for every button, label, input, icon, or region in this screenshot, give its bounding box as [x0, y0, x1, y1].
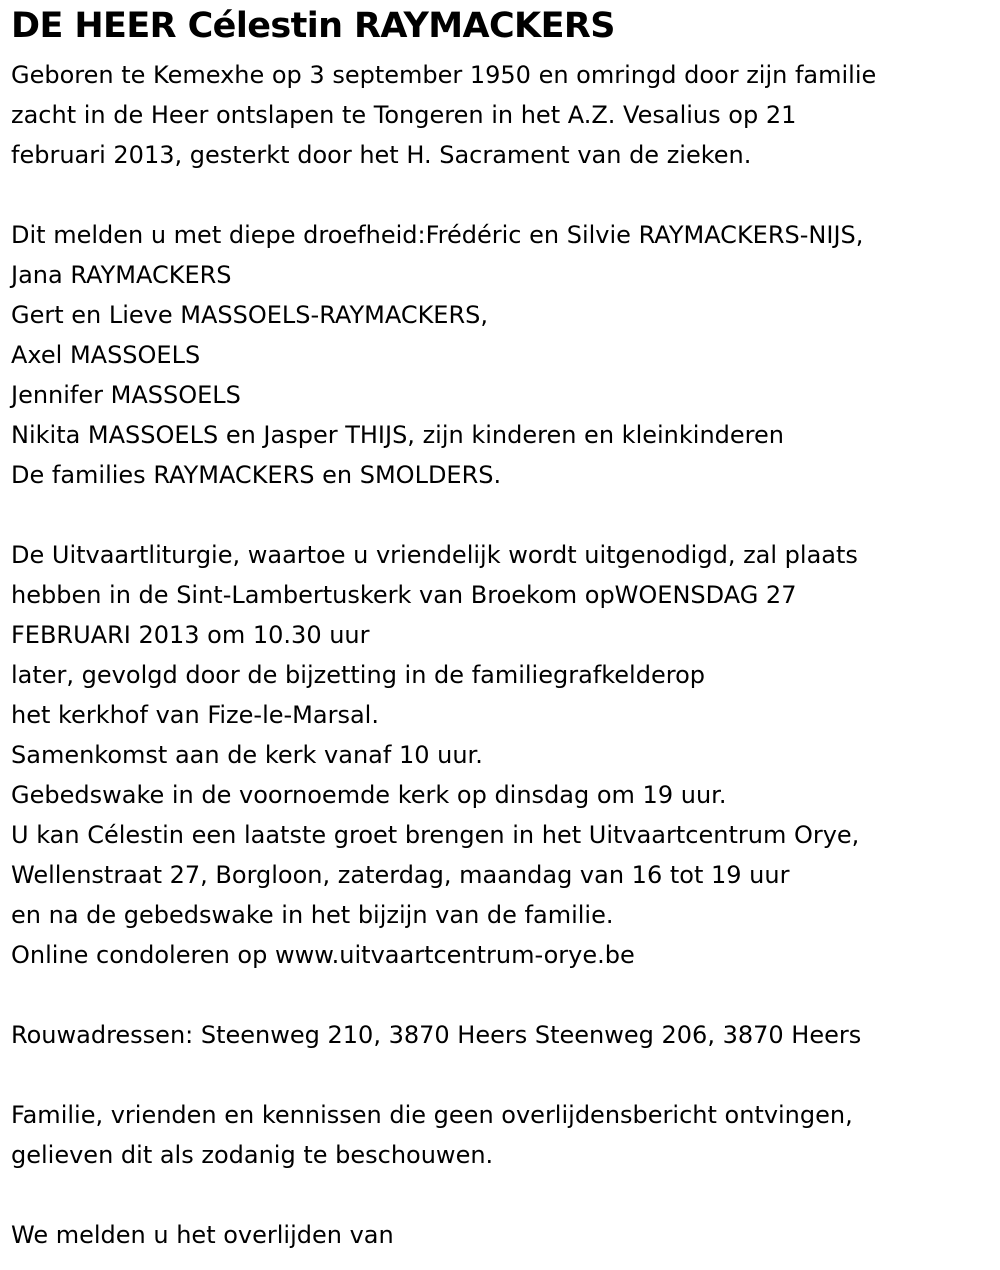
notice-line: later, gevolgd door de bijzetting in de familiegrafkelderop	[11, 661, 705, 689]
blank-line	[11, 495, 991, 535]
notice-line: De families RAYMACKERS en SMOLDERS.	[11, 461, 502, 489]
notice-body	[11, 55, 991, 1255]
notice-line: We melden u het overlijden van	[11, 1221, 394, 1249]
notice-line: Rouwadressen: Steenweg 210, 3870 Heers Steenweg 206, 3870 Heers	[11, 1021, 862, 1049]
notice-line: gelieven dit als zodanig te beschouwen.	[11, 1141, 494, 1169]
notice-line: en na de gebedswake in het bijzijn van de familie.	[11, 901, 614, 929]
notice-line: Gebedswake in de voornoemde kerk op dinsdag om 19 uur.	[11, 781, 727, 809]
notice-title: DE HEER Célestin RAYMACKERS	[11, 6, 615, 46]
notice-line: Geboren te Kemexhe op 3 september 1950 en omringd door zijn familie	[11, 61, 877, 89]
notice-line: Dit melden u met diepe droefheid:Frédéric en Silvie RAYMACKERS-NIJS,	[11, 221, 864, 249]
blank-line	[11, 175, 991, 215]
death-notice	[11, 0, 991, 1255]
notice-line: het kerkhof van Fize-le-Marsal.	[11, 701, 379, 729]
blank-line	[11, 1055, 991, 1095]
notice-line: Wellenstraat 27, Borgloon, zaterdag, maandag van 16 tot 19 uur	[11, 861, 790, 889]
notice-line: zacht in de Heer ontslapen te Tongeren in het A.Z. Vesalius op 21	[11, 101, 797, 129]
notice-line: Samenkomst aan de kerk vanaf 10 uur.	[11, 741, 483, 769]
notice-line: Online condoleren op www.uitvaartcentrum-orye.be	[11, 941, 635, 969]
notice-line: De Uitvaartliturgie, waartoe u vriendelijk wordt uitgenodigd, zal plaats	[11, 541, 858, 569]
notice-line: februari 2013, gesterkt door het H. Sacrament van de zieken.	[11, 141, 752, 169]
notice-line: Nikita MASSOELS en Jasper THIJS, zijn kinderen en kleinkinderen	[11, 421, 784, 449]
notice-line: Jana RAYMACKERS	[11, 261, 232, 289]
notice-line: Axel MASSOELS	[11, 341, 201, 369]
blank-line	[11, 1175, 991, 1215]
notice-line: Jennifer MASSOELS	[11, 381, 241, 409]
blank-line	[11, 975, 991, 1015]
notice-line: U kan Célestin een laatste groet brengen in het Uitvaartcentrum Orye,	[11, 821, 860, 849]
notice-line: Gert en Lieve MASSOELS-RAYMACKERS,	[11, 301, 489, 329]
notice-line: Familie, vrienden en kennissen die geen overlijdensbericht ontvingen,	[11, 1101, 853, 1129]
notice-line: FEBRUARI 2013 om 10.30 uur	[11, 621, 370, 649]
notice-line: hebben in de Sint-Lambertuskerk van Broekom opWOENSDAG 27	[11, 581, 797, 609]
